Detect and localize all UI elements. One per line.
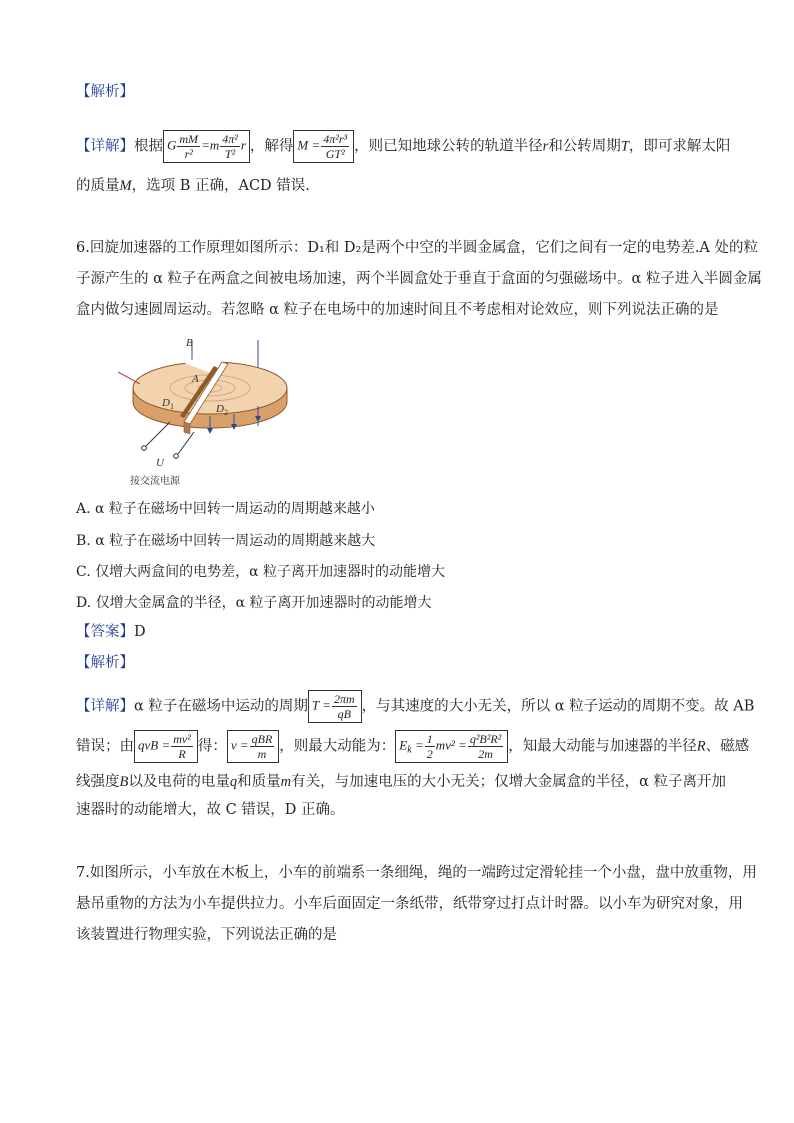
q7-stem-line-1: 7.如图所示，小车放在木板上，小车的前端系一条细绳，绳的一端跨过定滑轮挂一个小盘，盘中放重物，用 <box>76 865 757 881</box>
text: ，解得 <box>249 138 294 155</box>
formula-lorentz: qvB = $\frac{\text{mv²}}{R}$ <box>134 730 198 763</box>
analysis-tag-2: 【解析】 <box>76 655 134 671</box>
text: ，与其速度的大小无关，所以 α 粒子运动的周期不变。故 AB <box>361 698 755 715</box>
formula-period: T = $\frac{2\pi m}{qB}$ <box>308 690 362 723</box>
q7-stem-line-3: 该装置进行物理实验，下列说法正确的是 <box>76 927 337 943</box>
label-D2: D <box>216 403 224 415</box>
text: ，选项 B 正确，ACD 错误. <box>131 178 310 194</box>
text: ，则最大动能为： <box>279 738 396 755</box>
text: 得： <box>197 738 227 755</box>
var-r: r <box>542 138 549 155</box>
text: 有关，与加速电压的大小无关；仅增大金属盒的半径，α 粒子离开加 <box>291 774 726 790</box>
analysis-tag: 【解析】 <box>76 84 134 100</box>
answer-line <box>76 622 146 642</box>
text: ，知最大动能与加速器的半径 <box>508 738 697 755</box>
text: α 粒子在磁场中运动的周期 <box>134 698 308 715</box>
figure-caption: 接交流电源 <box>130 476 180 487</box>
q5-conclusion <box>76 176 310 196</box>
label-A: A <box>192 373 199 385</box>
var-q: q <box>229 774 238 790</box>
text: 和公转周期 <box>548 138 621 155</box>
q7-stem-line-2: 悬吊重物的方法为小车提供拉力。小车后面固定一条纸带，纸带穿过打点计时器。以小车为研究对象，用 <box>76 896 743 912</box>
q5-detail-line <box>76 130 730 163</box>
cyclotron-figure <box>118 336 288 495</box>
q6-stem-line-3: 盒内做匀速圆周运动。若忽略 α 粒子在电场中的加速时间且不考虑相对论效应，则下列说法正确的是 <box>76 302 719 318</box>
option-c: C. 仅增大两盒间的电势差，α 粒子离开加速器时的动能增大 <box>76 564 446 580</box>
q6-detail-line-2 <box>76 730 749 763</box>
formula-velocity: v = $\frac{\text{qBR}}{m}$ <box>227 730 279 763</box>
var-B: B <box>119 774 129 790</box>
label-D1-sub: 1 <box>170 402 174 411</box>
text: ，则已知地球公转的轨道半径 <box>354 138 543 155</box>
var-M: M <box>119 178 132 194</box>
text: 线强度 <box>76 774 120 790</box>
var-T: T <box>620 138 629 155</box>
text: 和质量 <box>237 774 281 790</box>
cyclotron-diagram <box>118 336 288 491</box>
formula-gravity: G $\frac{mM}{\text{r²}}$ =m $\frac{\text{4π²}}{\text{T²}}$ r <box>163 130 250 163</box>
q6-detail-line-1 <box>76 690 754 723</box>
detail-tag: 【详解】 <box>76 138 134 155</box>
q6-detail-line-3 <box>76 772 726 792</box>
text: ，即可求解太阳 <box>628 138 731 155</box>
label-B: B <box>186 337 193 349</box>
answer-value: D <box>134 624 146 640</box>
var-R: R <box>696 738 706 755</box>
option-b: B. α 粒子在磁场中回转一周运动的周期越来越大 <box>76 533 376 549</box>
answer-tag: 【答案】 <box>76 624 134 640</box>
q6-stem-line-2: 子源产生的 α 粒子在两盒之间被电场加速，两个半圆盒处于垂直于盒面的匀强磁场中。α 粒子进入半圆金属 <box>76 271 762 287</box>
text: 错误；由 <box>76 738 134 755</box>
detail-tag-2: 【详解】 <box>76 698 134 715</box>
label-D2-sub: 2 <box>224 408 228 417</box>
label-U: U <box>156 457 164 469</box>
formula-kinetic-energy: $E_k$ = $\frac{1}{2}$ mv² = $\frac{\text{q²B²R²}}{2m}$ <box>395 730 508 763</box>
q6-detail-line-4: 速器时的动能增大，故 C 错误，D 正确。 <box>76 802 345 818</box>
option-d: D. 仅增大金属盒的半径，α 粒子离开加速器时的动能增大 <box>76 595 432 611</box>
text: 、磁感 <box>705 738 750 755</box>
q6-stem-line-1: 6.回旋加速器的工作原理如图所示：D₁和 D₂是两个中空的半圆金属盒，它们之间有一定的电势差.A 处的粒 <box>76 240 759 256</box>
label-D1: D <box>162 397 170 409</box>
var-m: m <box>280 774 292 790</box>
text: 根据 <box>134 138 163 155</box>
text: 以及电荷的电量 <box>128 774 230 790</box>
option-a: A. α 粒子在磁场中回转一周运动的周期越来越小 <box>76 501 375 517</box>
formula-mass: M = $\frac{\text{4π²r³}}{\text{GT²}}$ <box>293 130 354 163</box>
text: 的质量 <box>76 178 120 194</box>
